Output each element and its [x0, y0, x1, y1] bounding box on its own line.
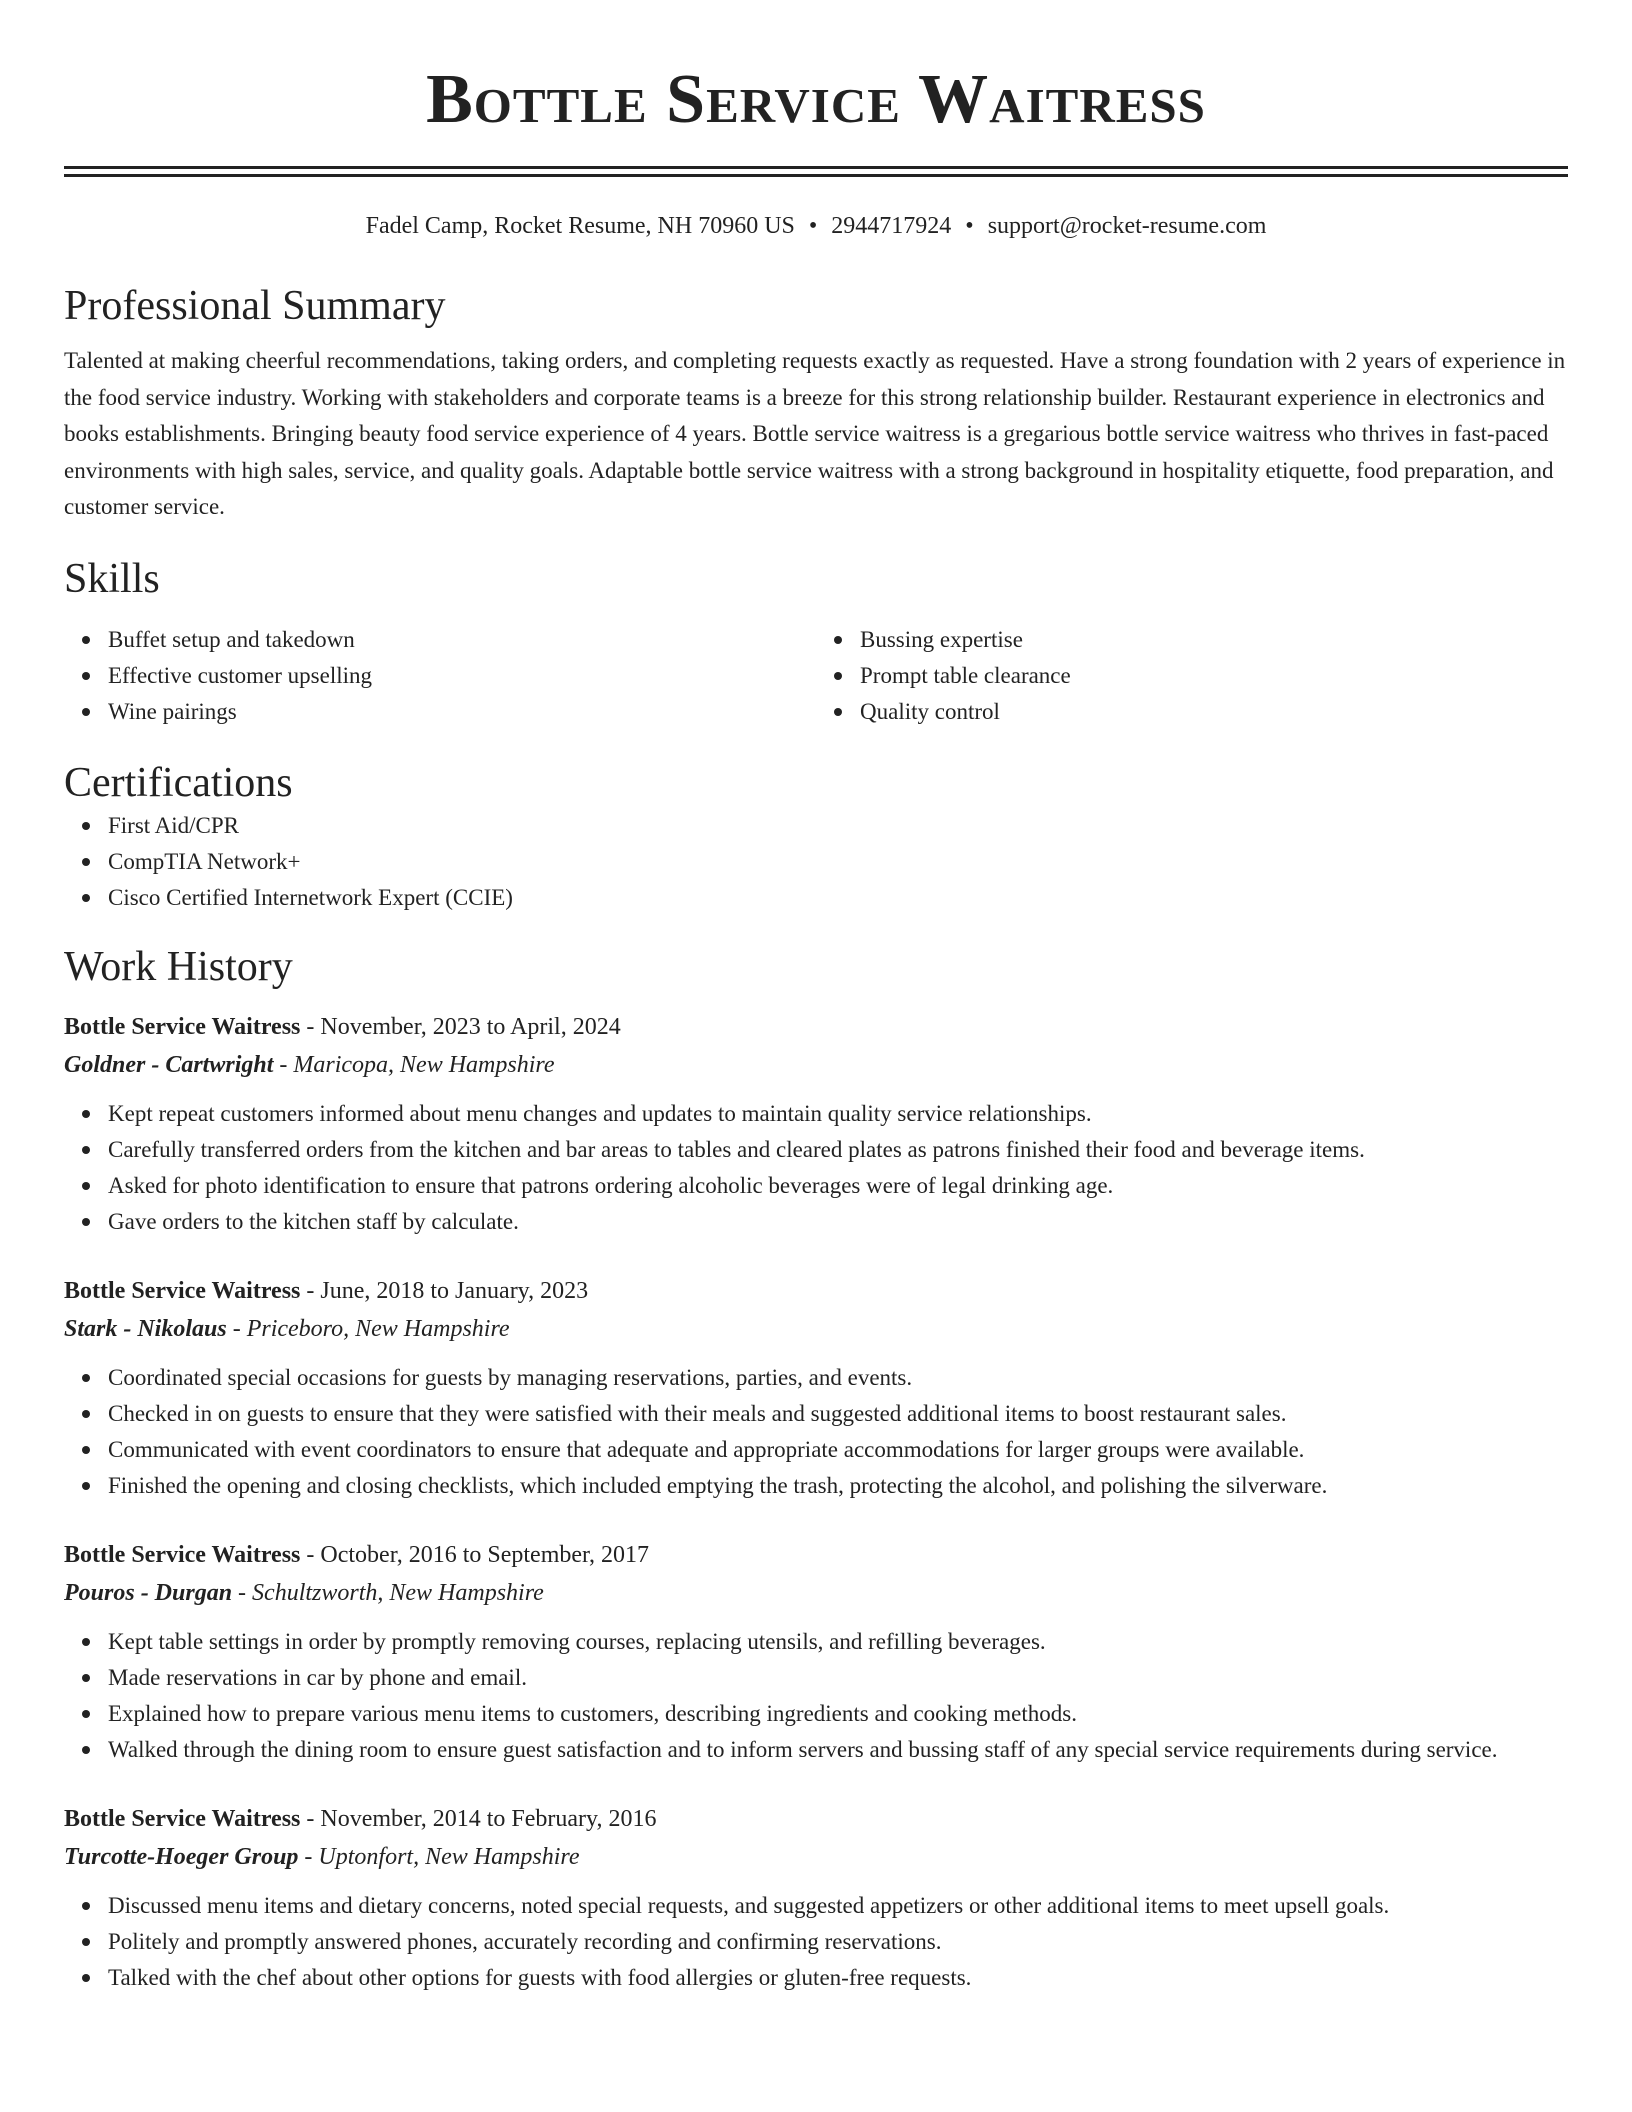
skill-item: Buffet setup and takedown	[108, 622, 816, 658]
job-duty-item: Made reservations in car by phone and email.	[108, 1660, 1568, 1696]
job-dates: - October, 2016 to September, 2017	[300, 1541, 650, 1568]
job-duty-item: Kept table settings in order by promptly removing courses, replacing utensils, and refilling beverages.	[108, 1624, 1568, 1660]
contact-email[interactable]: support@rocket-resume.com	[987, 213, 1267, 239]
job-role: Bottle Service Waitress	[64, 1805, 301, 1832]
certification-item: Cisco Certified Internetwork Expert (CCIE)	[108, 880, 1568, 916]
job-role: Bottle Service Waitress	[64, 1277, 301, 1304]
job-company: Turcotte-Hoeger Group	[64, 1843, 299, 1870]
job-employer-line	[64, 1046, 1568, 1084]
job-duties-list	[64, 1888, 1568, 1996]
job-location: - Maricopa, New Hampshire	[273, 1051, 555, 1078]
summary-text: Talented at making cheerful recommendations, taking orders, and completing requests exactly as requested. Have a strong foundation with 2 years of experience in the food service industry. Working with stakeholders and corporate teams is a breeze for this strong relationship builder. Restaurant experience in electronics and books establishments. Bringing beauty food service experience of 4 years. Bottle service waitress is a gregarious bottle service waitress who thrives in fast-paced environments with high sales, service, and quality goals. Adaptable bottle service waitress with a strong background in hospitality etiquette, food preparation, and customer service.	[64, 348, 1566, 519]
job-entry	[64, 1008, 1568, 1240]
resume-name: Bottle Service Waitress	[426, 61, 1206, 138]
job-employer-line	[64, 1310, 1568, 1348]
job-location: - Schultzworth, New Hampshire	[232, 1579, 544, 1606]
job-duty-item: Explained how to prepare various menu items to customers, describing ingredients and cooking methods.	[108, 1696, 1568, 1732]
job-location: - Priceboro, New Hampshire	[226, 1315, 510, 1342]
job-duties-list	[64, 1096, 1568, 1240]
skills-column-right	[816, 622, 1568, 730]
skill-item: Quality control	[860, 694, 1568, 730]
job-title-line	[64, 1272, 1568, 1310]
contact-separator: •	[965, 213, 974, 239]
certification-item: First Aid/CPR	[108, 808, 1568, 844]
job-employer-line	[64, 1838, 1568, 1876]
job-duty-item: Walked through the dining room to ensure guest satisfaction and to inform servers and bussing staff of any special service requirements during service.	[108, 1732, 1568, 1768]
certifications-heading: Certifications	[64, 759, 293, 806]
job-role: Bottle Service Waitress	[64, 1541, 301, 1568]
job-duties-list	[64, 1360, 1568, 1504]
job-entry	[64, 1536, 1568, 1768]
job-duty-item: Gave orders to the kitchen staff by calculate.	[108, 1204, 1568, 1240]
contact-separator: •	[808, 213, 818, 239]
work-history-heading: Work History	[64, 943, 293, 990]
job-role: Bottle Service Waitress	[64, 1013, 301, 1040]
contact-address: Fadel Camp, Rocket Resume, NH 70960 US	[365, 213, 795, 239]
job-company: Goldner - Cartwright	[64, 1051, 274, 1078]
job-company: Stark - Nikolaus	[64, 1315, 227, 1342]
job-entry	[64, 1272, 1568, 1504]
job-title-line	[64, 1800, 1568, 1838]
skill-item: Wine pairings	[108, 694, 816, 730]
job-duty-item: Checked in on guests to ensure that they were satisfied with their meals and suggested additional items to boost restaurant sales.	[108, 1396, 1568, 1432]
job-dates: - November, 2014 to February, 2016	[300, 1805, 657, 1832]
skills-list-right	[816, 622, 1568, 730]
job-duty-item: Finished the opening and closing checklists, which included emptying the trash, protecting the alcohol, and polishing the silverware.	[108, 1468, 1568, 1504]
job-employer-line	[64, 1574, 1568, 1612]
skill-item: Prompt table clearance	[860, 658, 1568, 694]
skills-column-left	[64, 622, 816, 730]
job-dates: - June, 2018 to January, 2023	[300, 1277, 589, 1304]
skills-grid	[64, 622, 1568, 730]
contact-phone: 2944717924	[831, 213, 952, 239]
job-duty-item: Politely and promptly answered phones, accurately recording and confirming reservations.	[108, 1924, 1568, 1960]
job-location: - Uptonfort, New Hampshire	[298, 1843, 580, 1870]
job-duty-item: Discussed menu items and dietary concerns, noted special requests, and suggested appetizers or other additional items to meet upsell goals.	[108, 1888, 1568, 1924]
job-title-line	[64, 1536, 1568, 1574]
job-duties-list	[64, 1624, 1568, 1768]
certification-item: CompTIA Network+	[108, 844, 1568, 880]
job-duty-item: Kept repeat customers informed about menu changes and updates to maintain quality service relationships.	[108, 1096, 1568, 1132]
skill-item: Effective customer upselling	[108, 658, 816, 694]
job-title-line	[64, 1008, 1568, 1046]
job-company: Pouros - Durgan	[64, 1579, 233, 1606]
skills-list-left	[64, 622, 816, 730]
contact-line	[64, 211, 1568, 241]
job-duty-item: Carefully transferred orders from the kitchen and bar areas to tables and cleared plates as patrons finished their food and beverage items.	[108, 1132, 1568, 1168]
job-dates: - November, 2023 to April, 2024	[300, 1013, 621, 1040]
job-duty-item: Asked for photo identification to ensure that patrons ordering alcoholic beverages were of legal drinking age.	[108, 1168, 1568, 1204]
skill-item: Bussing expertise	[860, 622, 1568, 658]
header-divider	[64, 166, 1568, 177]
skills-heading: Skills	[64, 555, 160, 602]
job-duty-item: Communicated with event coordinators to ensure that adequate and appropriate accommodations for larger groups were available.	[108, 1432, 1568, 1468]
certifications-list	[64, 808, 1568, 916]
job-duty-item: Talked with the chef about other options for guests with food allergies or gluten-free requests.	[108, 1960, 1568, 1996]
summary-heading: Professional Summary	[64, 283, 446, 329]
job-entry	[64, 1800, 1568, 1996]
job-duty-item: Coordinated special occasions for guests by managing reservations, parties, and events.	[108, 1360, 1568, 1396]
